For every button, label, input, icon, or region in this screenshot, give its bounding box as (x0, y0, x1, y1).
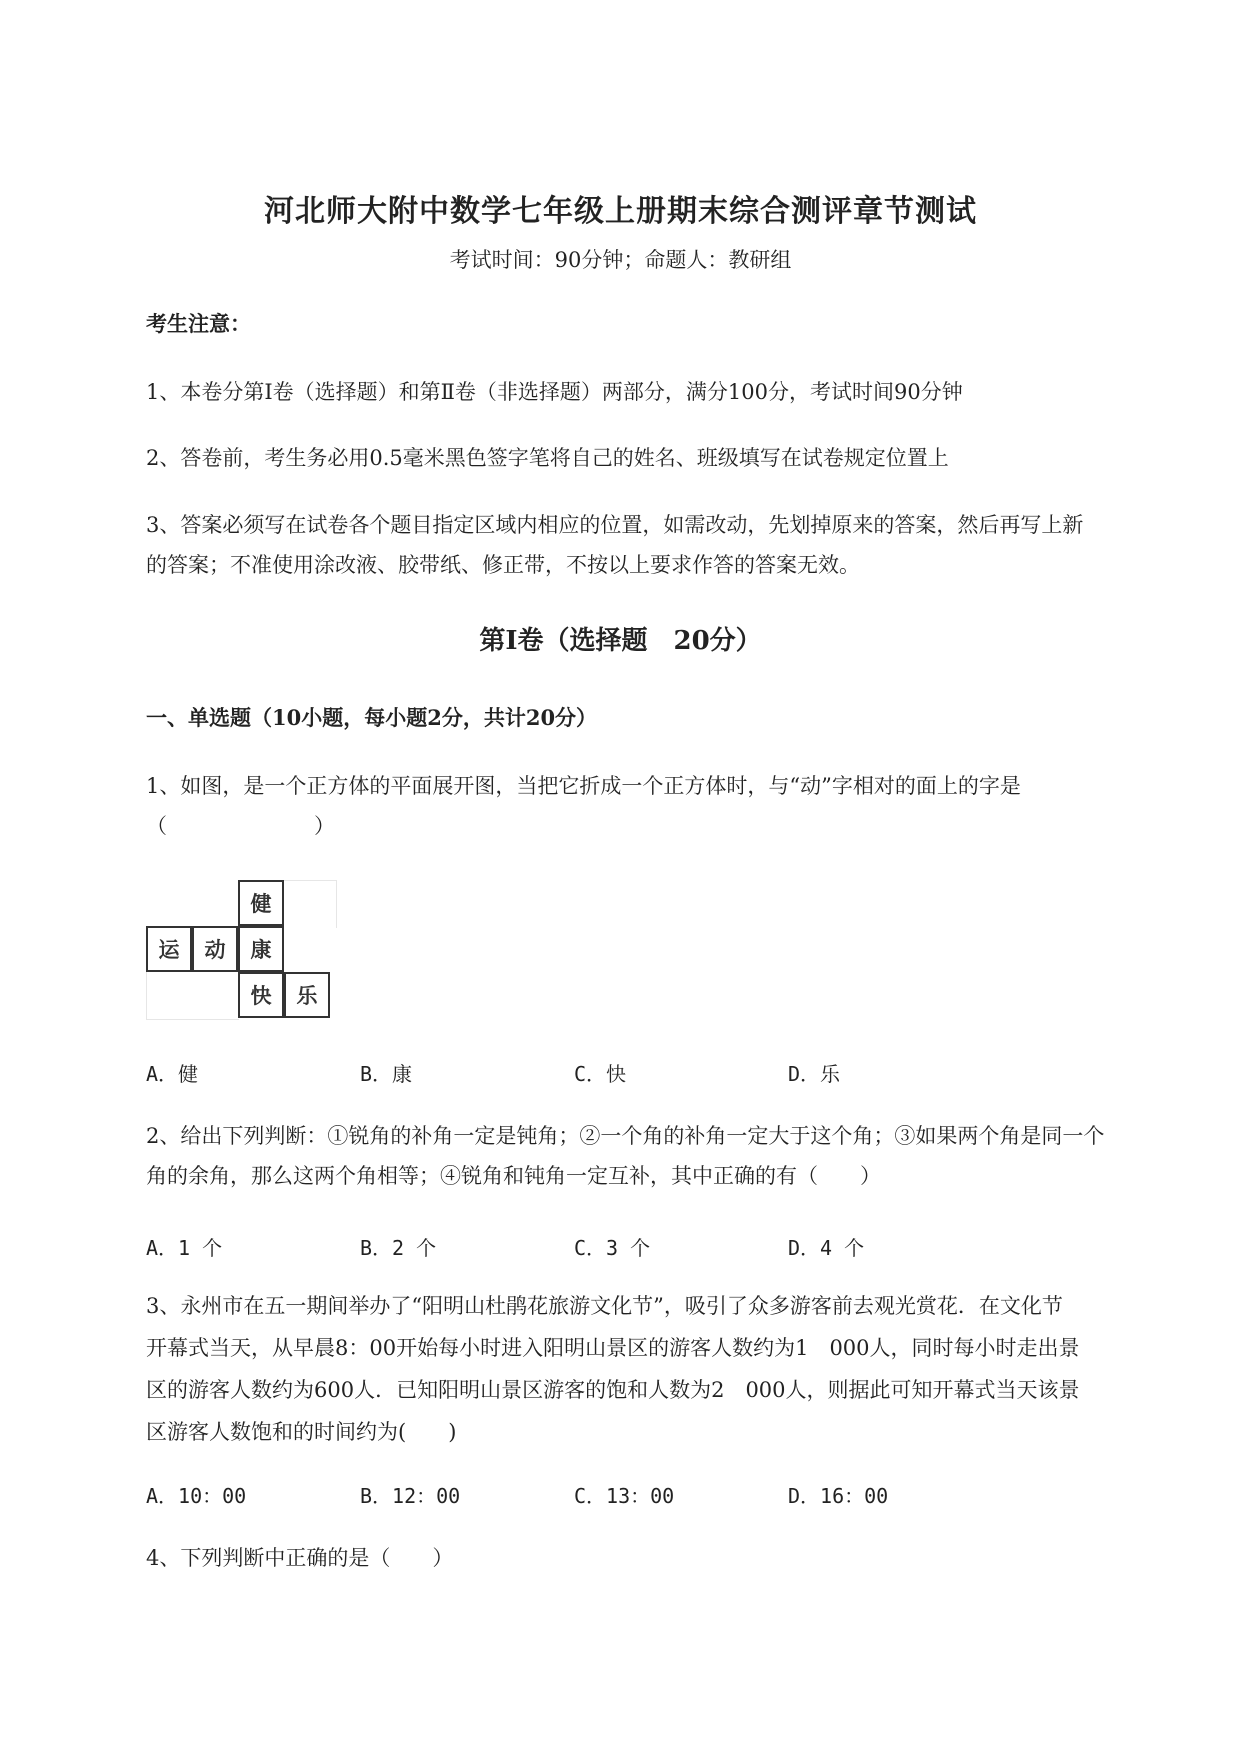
notice-item: 1、本卷分第Ⅰ卷（选择题）和第Ⅱ卷（非选择题）两部分，满分100分，考试时间90分钟 (146, 380, 963, 404)
option-b[interactable]: B．康 (360, 1062, 413, 1086)
option-d[interactable]: D．4 个 (788, 1236, 865, 1260)
option-b[interactable]: B．12：00 (360, 1484, 461, 1508)
net-cell-left1: 运 (146, 926, 192, 972)
net-cell-top: 健 (238, 880, 284, 926)
question-3-text: 3、永州市在五一期间举办了“阳明山杜鹃花旅游文化节”，吸引了众多游客前去观光赏花．在文化节 (146, 1294, 1063, 1318)
question-1-text: 1、如图，是一个正方体的平面展开图，当把它折成一个正方体时，与“动”字相对的面上的字是 (146, 774, 1021, 798)
notice-item: 2、答卷前，考生务必用0.5毫米黑色签字笔将自己的姓名、班级填写在试卷规定位置上 (146, 446, 949, 470)
question-3-text: 区的游客人数约为600人．已知阳明山景区游客的饱和人数为2 000人，则据此可知开幕式当天该景 (146, 1378, 1080, 1402)
notice-item: 的答案；不准使用涂改液、胶带纸、修正带，不按以上要求作答的答案无效。 (146, 553, 860, 577)
question-4-text: 4、下列判断中正确的是（ ） (146, 1546, 454, 1570)
section-title: 第Ⅰ卷（选择题 20分） (479, 626, 762, 656)
option-d[interactable]: D．乐 (788, 1062, 841, 1086)
notice-item: 3、答案必须写在试卷各个题目指定区域内相应的位置，如需改动，先划掉原来的答案，然后再写上新 (146, 513, 1084, 537)
option-a[interactable]: A．健 (146, 1062, 199, 1086)
net-cell-left2: 动 (192, 926, 238, 972)
option-c[interactable]: C．快 (574, 1062, 627, 1086)
part-heading: 一、单选题（10小题，每小题2分，共计20分） (146, 705, 598, 730)
option-c[interactable]: C．3 个 (574, 1236, 651, 1260)
cube-net-figure (146, 880, 336, 1020)
exam-title: 河北师大附中数学七年级上册期末综合测评章节测试 (264, 194, 977, 229)
question-3-text: 区游客人数饱和的时间约为( ) (146, 1420, 457, 1444)
option-a[interactable]: A．10：00 (146, 1484, 247, 1508)
option-c[interactable]: C．13：00 (574, 1484, 675, 1508)
question-2-text: 2、给出下列判断：①锐角的补角一定是钝角；②一个角的补角一定大于这个角；③如果两个角是同一个 (146, 1124, 1105, 1148)
option-d[interactable]: D．16：00 (788, 1484, 889, 1508)
net-cell-center: 康 (238, 926, 284, 972)
notice-heading: 考生注意： (146, 311, 251, 336)
question-2-text: 角的余角，那么这两个角相等；④锐角和钝角一定互补，其中正确的有（ ） (146, 1164, 881, 1188)
question-3-text: 开幕式当天，从早晨8：00开始每小时进入阳明山景区的游客人数约为1 000人，同时每小时走出景 (146, 1336, 1080, 1360)
net-cell-bottom1: 快 (238, 972, 284, 1018)
option-b[interactable]: B．2 个 (360, 1236, 437, 1260)
net-cell-bottom2: 乐 (284, 972, 330, 1018)
option-a[interactable]: A．1 个 (146, 1236, 223, 1260)
question-1-blank: （ ） (146, 814, 335, 838)
exam-subtitle: 考试时间：90分钟；命题人：教研组 (449, 248, 792, 272)
